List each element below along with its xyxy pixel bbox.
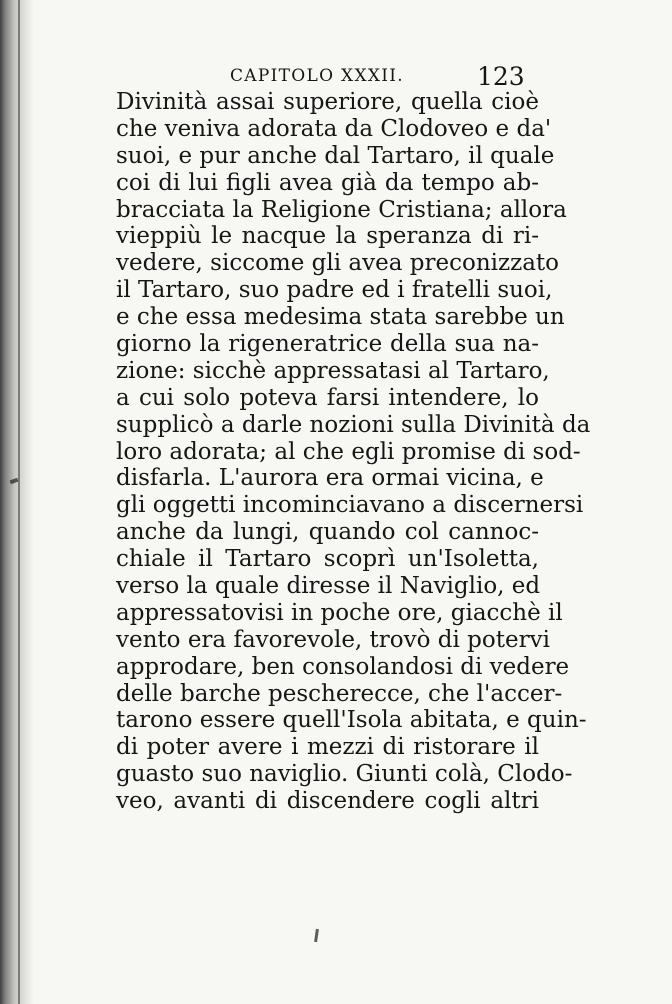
text-line: bracciata la Religione Cristiana; allora (116, 196, 567, 223)
text-line: delle barche pescherecce, che l'accer- (116, 680, 563, 707)
text-line: verso la quale diresse il Naviglio, ed (116, 573, 541, 600)
text-line: loro adorata; al che egli promise di sod- (116, 438, 581, 465)
text-line: vento era favorevole, trovò di potervi (116, 626, 550, 653)
text-line: guasto suo naviglio. Giunti colà, Clodo- (116, 761, 573, 788)
text-line: tarono essere quell'Isola abitata, e quin- (116, 707, 587, 734)
chapter-heading: CAPITOLO XXXII. (230, 66, 404, 86)
text-line: approdare, ben consolandosi di vedere (116, 653, 570, 680)
page-number: 123 (477, 62, 525, 91)
text-line: che veniva adorata da Clodoveo e da' (116, 115, 552, 142)
body-text (116, 89, 591, 815)
text-line: chiale il Tartaro scoprì un'Isoletta, (116, 546, 539, 573)
text-line: supplicò a darle nozioni sulla Divinità da (116, 411, 591, 438)
text-line: anche da lungi, quando col cannoc- (116, 519, 539, 546)
footer-ink-mark (314, 929, 319, 942)
text-line: il Tartaro, suo padre ed i fratelli suoi, (116, 277, 553, 304)
text-line: appressatovisi in poche ore, giacchè il (116, 599, 563, 626)
text-line: gli oggetti incominciavano a discernersi (116, 492, 584, 519)
book-spine-shadow (0, 0, 34, 1004)
gutter-line (18, 0, 20, 1004)
text-line: disfarla. L'aurora era ormai vicina, e (116, 465, 544, 492)
text-line: a cui solo poteva farsi intendere, lo (116, 384, 539, 411)
text-line: e che essa medesima stata sarebbe un (116, 304, 565, 331)
text-line: coi di lui figli avea già da tempo ab- (116, 169, 539, 196)
text-line: vedere, siccome gli avea preconizzato (116, 250, 560, 277)
text-line: Divinità assai superiore, quella cioè (116, 89, 539, 115)
text-line: zione: sicchè appressatasi al Tartaro, (116, 357, 550, 384)
text-line: suoi, e pur anche dal Tartaro, il quale (116, 142, 555, 169)
text-line: giorno la rigeneratrice della sua na- (116, 331, 539, 358)
text-line: vieppiù le nacque la speranza di ri- (116, 223, 539, 250)
text-line: veo, avanti di discendere cogli altri (116, 788, 539, 815)
text-line: di poter avere i mezzi di ristorare il (116, 734, 539, 761)
